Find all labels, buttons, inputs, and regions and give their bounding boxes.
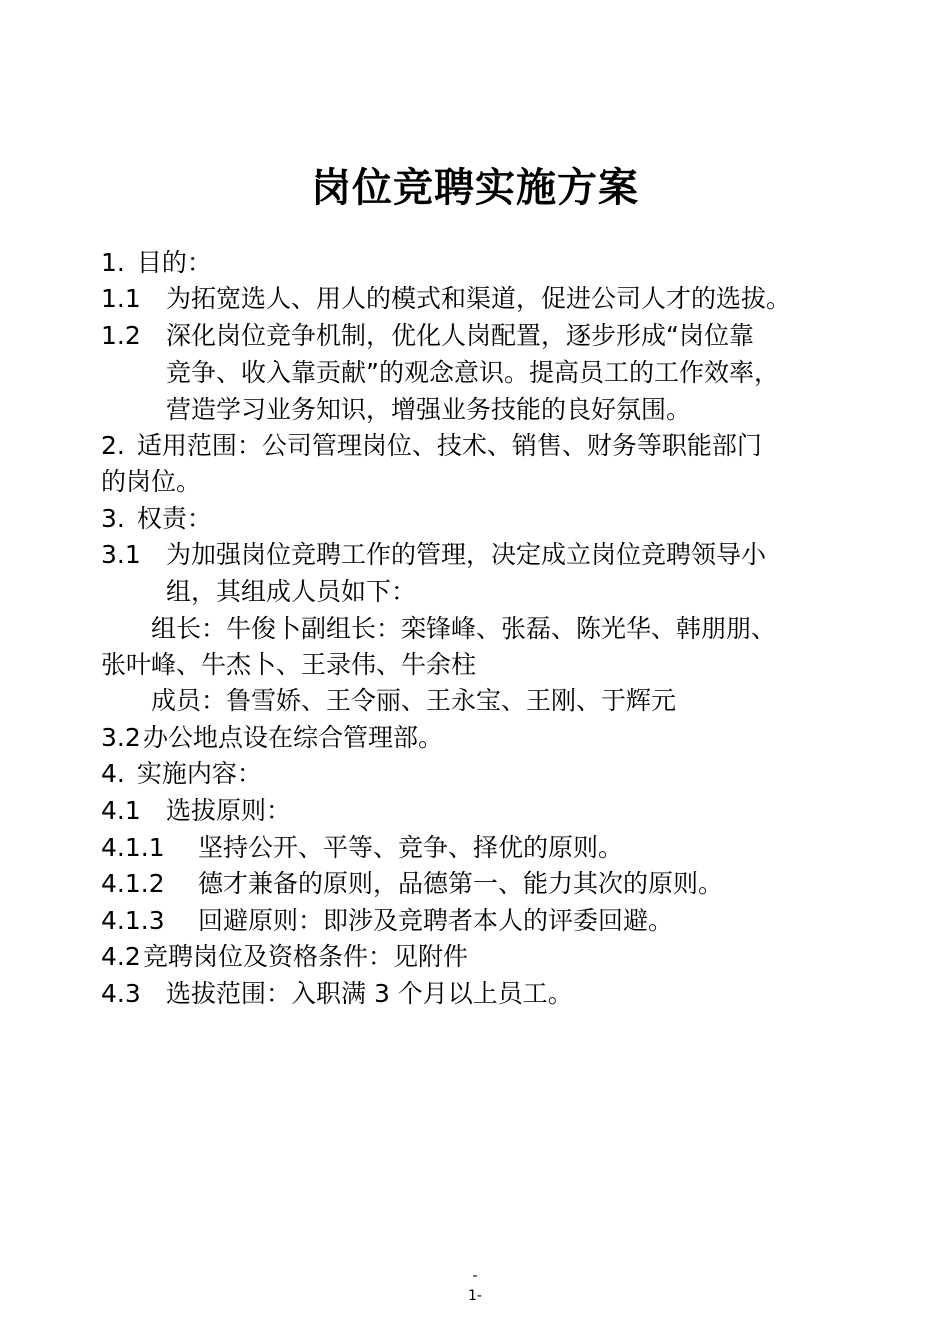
section-heading <box>101 428 762 464</box>
item-text: 竞争、收入靠贡献”的观念意识。提高员工的工作效率， <box>166 358 779 387</box>
item-text: 组长：牛俊卜副组长：栾锋峰、张磊、陈光华、韩朋朋、 <box>151 614 777 643</box>
item-text: 成员：鲁雪娇、王令丽、王永宝、王刚、于辉元 <box>151 686 677 715</box>
section-heading <box>101 756 262 792</box>
section-text: 适用范围：公司管理岗位、技术、销售、财务等职能部门 <box>136 431 762 460</box>
item-number: 1.1 <box>101 284 141 313</box>
item-number: 4.1.2 <box>101 869 165 898</box>
item-text: 回避原则：即涉及竞聘者本人的评委回避。 <box>198 906 674 935</box>
item-number: 4.2 <box>101 942 141 971</box>
paragraph-line <box>101 793 291 829</box>
paragraph-line <box>101 647 476 683</box>
section-text: 权责： <box>136 504 212 533</box>
item-text: 选拔范围：入职满 3 个月以上员工。 <box>166 979 573 1008</box>
item-number: 1.2 <box>101 321 141 350</box>
paragraph-line <box>166 574 416 610</box>
item-text: 为拓宽选人、用人的模式和渠道，促进公司人才的选拔。 <box>166 284 792 313</box>
section-number: 2. <box>101 431 125 460</box>
paragraph-line <box>101 830 623 866</box>
section-heading <box>101 245 212 281</box>
section-number: 3. <box>101 504 125 533</box>
item-text: 竞聘岗位及资格条件：见附件 <box>143 942 469 971</box>
paragraph-line <box>166 355 779 391</box>
section-text: 目的： <box>136 248 212 277</box>
paragraph-line <box>151 611 776 647</box>
item-number: 3.2 <box>101 723 141 752</box>
paragraph-line <box>101 537 766 573</box>
document-title: 岗位竞聘实施方案 <box>311 165 639 211</box>
item-text: 坚持公开、平等、竞争、择优的原则。 <box>198 833 624 862</box>
paragraph-line <box>151 683 676 719</box>
item-number: 3.1 <box>101 540 141 569</box>
item-text: 组，其组成人员如下： <box>166 577 417 606</box>
paragraph-line <box>101 866 723 902</box>
paragraph-line <box>101 939 468 975</box>
section-text: 实施内容： <box>136 759 262 788</box>
item-number: 4.1 <box>101 796 141 825</box>
item-text: 办公地点设在综合管理部。 <box>143 723 444 752</box>
section-number: 1. <box>101 248 125 277</box>
section-heading <box>101 501 212 537</box>
item-text: 张叶峰、牛杰卜、王录伟、牛余柱 <box>101 650 477 679</box>
paragraph-line <box>101 464 201 500</box>
paragraph-line <box>101 281 791 317</box>
item-text: 德才兼备的原则，品德第一、能力其次的原则。 <box>198 869 724 898</box>
item-text: 营造学习业务知识，增强业务技能的良好氛围。 <box>166 395 692 424</box>
item-text: 为加强岗位竞聘工作的管理，决定成立岗位竞聘领导小 <box>166 540 767 569</box>
item-text: 深化岗位竞争机制，优化人岗配置，逐步形成“岗位靠 <box>166 321 754 350</box>
paragraph-line <box>101 318 754 354</box>
paragraph-line <box>166 392 691 428</box>
item-number: 4.3 <box>101 979 141 1008</box>
item-number: 4.1.1 <box>101 833 165 862</box>
item-number: 4.1.3 <box>101 906 165 935</box>
paragraph-line <box>101 720 443 756</box>
paragraph-line <box>101 976 573 1012</box>
page-number: 1- <box>468 1288 482 1304</box>
page-footer-dash: - <box>472 1268 478 1284</box>
item-text: 选拔原则： <box>166 796 292 825</box>
item-text: 的岗位。 <box>101 467 202 496</box>
paragraph-line <box>101 903 673 939</box>
section-number: 4. <box>101 759 125 788</box>
